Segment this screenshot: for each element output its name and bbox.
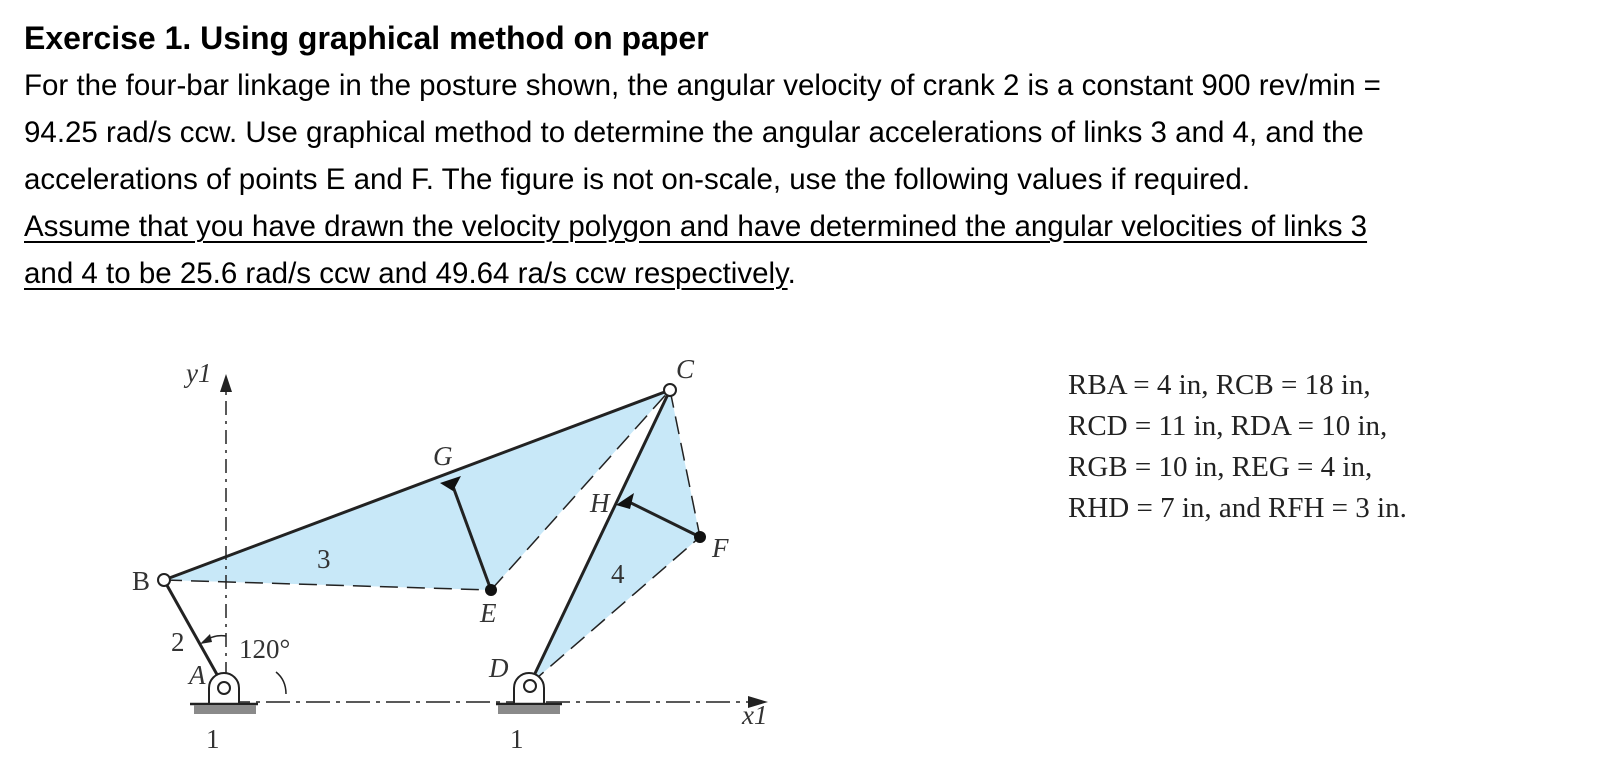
label-c: C xyxy=(676,354,695,384)
y-axis-arrow-icon xyxy=(220,374,232,392)
assumption-text-1: Assume that you have drawn the velocity polygon and have determined the angular velocities of links 3 xyxy=(24,210,1368,243)
pivot-d-pin xyxy=(524,680,536,692)
label-b: B xyxy=(132,566,151,596)
label-g: G xyxy=(433,441,453,471)
label-d: D xyxy=(489,653,509,683)
x-axis-label: x1 xyxy=(742,700,768,730)
label-ground-a: 1 xyxy=(206,724,220,754)
problem-line-3: accelerations of points E and F. The figure is not on-scale, use the following values if required. xyxy=(24,163,1251,196)
given-row-3: RGB = 10 in, REG = 4 in, xyxy=(1068,451,1373,483)
joint-c xyxy=(664,384,676,396)
label-angle: 120° xyxy=(239,634,291,664)
given-dimensions xyxy=(1068,365,1407,529)
y-axis-label: y1 xyxy=(186,358,212,388)
given-row-1: RBA = 4 in, RCB = 18 in, xyxy=(1068,369,1371,401)
label-h: H xyxy=(590,488,610,518)
given-row-2: RCD = 11 in, RDA = 10 in, xyxy=(1068,410,1388,442)
assumption-period: . xyxy=(787,257,796,290)
given-row-4: RHD = 7 in, and RFH = 3 in. xyxy=(1068,492,1407,524)
ground-d-hatch xyxy=(498,705,560,714)
label-e: E xyxy=(480,598,497,628)
label-a: A xyxy=(189,660,206,690)
label-ground-d: 1 xyxy=(510,724,524,754)
label-link2: 2 xyxy=(171,627,185,657)
pivot-a-pin xyxy=(218,682,230,694)
exercise-title: Exercise 1. Using graphical method on paper xyxy=(24,20,709,56)
point-f xyxy=(694,531,706,543)
angle-leader xyxy=(276,672,286,694)
point-e xyxy=(485,584,497,596)
label-link3: 3 xyxy=(317,544,331,574)
label-f: F xyxy=(712,533,729,563)
angle-arrow-icon xyxy=(200,634,212,644)
problem-line-2: 94.25 rad/s ccw. Use graphical method to determine the angular accelerations of links 3 and 4, and the xyxy=(24,116,1364,149)
assumption-text-2: and 4 to be 25.6 rad/s ccw and 49.64 ra/s ccw respectively xyxy=(24,257,788,290)
joint-b xyxy=(158,574,170,586)
label-link4: 4 xyxy=(611,559,625,589)
ground-a-hatch xyxy=(194,705,256,714)
problem-line-1: For the four-bar linkage in the posture shown, the angular velocity of crank 2 is a constant 900 rev/min = xyxy=(24,69,1381,102)
